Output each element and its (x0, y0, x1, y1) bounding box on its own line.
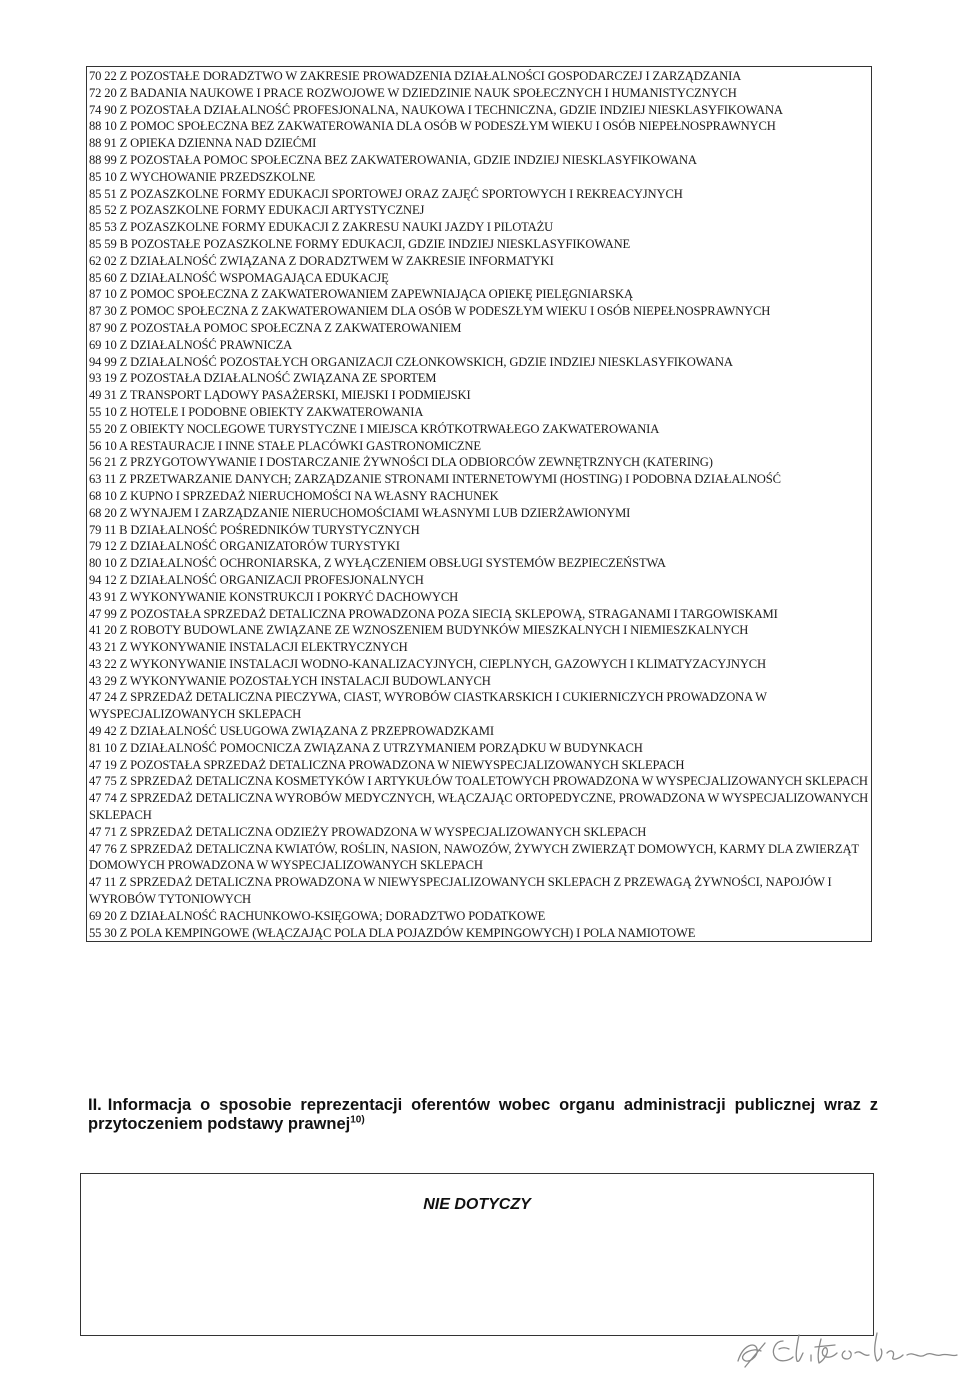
pkd-activity-item: 43 22 Z WYKONYWANIE INSTALACJI WODNO-KANALIZACYJNYCH, CIEPLNYCH, GAZOWYCH I KLIMATYZACYJNYCH (89, 656, 766, 671)
pkd-activity-item: 85 51 Z POZASZKOLNE FORMY EDUKACJI SPORTOWEJ ORAZ ZAJĘĆ SPORTOWYCH I REKREACYJNYCH (89, 186, 683, 201)
pkd-activity-item: 85 10 Z WYCHOWANIE PRZEDSZKOLNE (89, 169, 315, 184)
pkd-activity-box (86, 66, 872, 942)
footnote-marker: 10) (350, 1114, 365, 1126)
pkd-activity-item: 85 52 Z POZASZKOLNE FORMY EDUKACJI ARTYSTYCZNEJ (89, 203, 425, 218)
pkd-activity-item: 63 11 Z PRZETWARZANIE DANYCH; ZARZĄDZANIE STRONAMI INTERNETOWYMI (HOSTING) I PODOBNA DZIAŁALNOŚĆ (89, 472, 781, 487)
pkd-activity-item: 88 99 Z POZOSTAŁA POMOC SPOŁECZNA BEZ ZAKWATEROWANIA, GDZIE INDZIEJ NIESKLASYFIKOWANA (89, 152, 697, 167)
pkd-activity-item: 55 30 Z POLA KEMPINGOWE (WŁĄCZAJĄC POLA DLA POJAZDÓW KEMPINGOWYCH) I POLA NAMIOTOWE (89, 925, 696, 940)
pkd-activity-item: 55 10 Z HOTELE I PODOBNE OBIEKTY ZAKWATEROWANIA (89, 404, 424, 419)
pkd-activity-item: 81 10 Z DZIAŁALNOŚĆ POMOCNICZA ZWIĄZANA Z UTRZYMANIEM PORZĄDKU W BUDYNKACH (89, 740, 643, 755)
pkd-activity-item: 74 90 Z POZOSTAŁA DZIAŁALNOŚĆ PROFESJONALNA, NAUKOWA I TECHNICZNA, GDZIE INDZIEJ NIESKLASYFIKOWANA (89, 102, 783, 117)
pkd-activity-item: 94 99 Z DZIAŁALNOŚĆ POZOSTAŁYCH ORGANIZACJI CZŁONKOWSKICH, GDZIE INDZIEJ NIESKLASYFIKOWANA (89, 354, 733, 369)
pkd-activity-item: 47 11 Z SPRZEDAŻ DETALICZNA PROWADZONA W NIEWYSPECJALIZOWANYCH SKLEPACH Z PRZEWAGĄ ŻYWNOŚCI, NAPOJÓW I WYROBÓW TYTONIOWYCH (89, 875, 832, 907)
pkd-activity-item: 43 29 Z WYKONYWANIE POZOSTAŁYCH INSTALACJI BUDOWLANYCH (89, 673, 491, 688)
section-title: Informacja o sposobie reprezentacji oferentów wobec organu administracji publicznej wraz z przytoczeniem podstawy prawnej (88, 1096, 878, 1133)
pkd-activity-item: 49 42 Z DZIAŁALNOŚĆ USŁUGOWA ZWIĄZANA Z PRZEPROWADZKAMI (89, 724, 494, 739)
pkd-activity-item: 88 91 Z OPIEKA DZIENNA NAD DZIEĆMI (89, 136, 317, 151)
pkd-activity-item: 80 10 Z DZIAŁALNOŚĆ OCHRONIARSKA, Z WYŁĄCZENIEM OBSŁUGI SYSTEMÓW BEZPIECZEŃSTWA (89, 556, 666, 571)
pkd-activity-item: 87 10 Z POMOC SPOŁECZNA Z ZAKWATEROWANIEM ZAPEWNIAJĄCA OPIEKĘ PIELĘGNIARSKĄ (89, 287, 633, 302)
pkd-activity-item: 47 19 Z POZOSTAŁA SPRZEDAŻ DETALICZNA PROWADZONA W NIEWYSPECJALIZOWANYCH SKLEPACH (89, 757, 685, 772)
handwritten-signature (735, 1327, 960, 1375)
pkd-activity-item: 43 91 Z WYKONYWANIE KONSTRUKCJI I POKRYĆ DACHOWYCH (89, 589, 459, 604)
pkd-activity-item: 93 19 Z POZOSTAŁA DZIAŁALNOŚĆ ZWIĄZANA ZE SPORTEM (89, 371, 437, 386)
pkd-activity-item: 56 21 Z PRZYGOTOWYWANIE I DOSTARCZANIE ŻYWNOŚCI DLA ODBIORCÓW ZEWNĘTRZNYCH (KATERING) (89, 455, 713, 470)
pkd-activity-item: 47 71 Z SPRZEDAŻ DETALICZNA ODZIEŻY PROWADZONA W WYSPECJALIZOWANYCH SKLEPACH (89, 824, 647, 839)
pkd-activity-item: 87 90 Z POZOSTAŁA POMOC SPOŁECZNA Z ZAKWATEROWANIEM (89, 320, 462, 335)
pkd-activity-item: 68 10 Z KUPNO I SPRZEDAŻ NIERUCHOMOŚCI NA WŁASNY RACHUNEK (89, 488, 499, 503)
pkd-activity-item: 47 75 Z SPRZEDAŻ DETALICZNA KOSMETYKÓW I ARTYKUŁÓW TOALETOWYCH PROWADZONA W WYSPECJALIZOWANYCH SKLEPACH (89, 774, 868, 789)
pkd-activity-item: 41 20 Z ROBOTY BUDOWLANE ZWIĄZANE ZE WZNOSZENIEM BUDYNKÓW MIESZKALNYCH I NIEMIESZKALNYCH (89, 623, 749, 638)
pkd-activity-item: 69 20 Z DZIAŁALNOŚĆ RACHUNKOWO-KSIĘGOWA; DORADZTWO PODATKOWE (89, 908, 546, 923)
pkd-activity-item: 47 99 Z POZOSTAŁA SPRZEDAŻ DETALICZNA PROWADZONA POZA SIECIĄ SKLEPOWĄ, STRAGANAMI I TARGOWISKAMI (89, 606, 778, 621)
answer-text: NIE DOTYCZY (423, 1196, 531, 1213)
section-number: II. (88, 1096, 102, 1114)
pkd-activity-item: 69 10 Z DZIAŁALNOŚĆ PRAWNICZA (89, 337, 293, 352)
pkd-activity-item: 56 10 A RESTAURACJE I INNE STAŁE PLACÓWKI GASTRONOMICZNE (89, 438, 481, 453)
pkd-activity-item: 55 20 Z OBIEKTY NOCLEGOWE TURYSTYCZNE I MIEJSCA KRÓTKOTRWAŁEGO ZAKWATEROWANIA (89, 421, 660, 436)
pkd-activity-item: 47 74 Z SPRZEDAŻ DETALICZNA WYROBÓW MEDYCZNYCH, WŁĄCZAJĄC ORTOPEDYCZNE, PROWADZONA W WYSPECJALIZOWANYCH SKLEPACH (89, 791, 869, 823)
pkd-activity-list (87, 67, 871, 941)
pkd-activity-item: 47 76 Z SPRZEDAŻ DETALICZNA KWIATÓW, ROŚLIN, NASION, NAWOZÓW, ŻYWYCH ZWIERZĄT DOMOWYCH, KARMY DLA ZWIERZĄT DOMOWYCH PROWADZONA W WYSPECJALIZOWANYCH SKLEPACH (89, 841, 859, 873)
pkd-activity-item: 88 10 Z POMOC SPOŁECZNA BEZ ZAKWATEROWANIA DLA OSÓB W PODESZŁYM WIEKU I OSÓB NIEPEŁNOSPRAWNYCH (89, 119, 776, 134)
pkd-activity-item: 85 53 Z POZASZKOLNE FORMY EDUKACJI Z ZAKRESU NAUKI JAZDY I PILOTAŻU (89, 220, 554, 235)
answer-box (80, 1173, 874, 1336)
pkd-activity-item: 79 12 Z DZIAŁALNOŚĆ ORGANIZATORÓW TURYSTYKI (89, 539, 400, 554)
pkd-activity-item: 72 20 Z BADANIA NAUKOWE I PRACE ROZWOJOWE W DZIEDZINIE NAUK SPOŁECZNYCH I HUMANISTYCZNYCH (89, 85, 737, 100)
pkd-activity-item: 94 12 Z DZIAŁALNOŚĆ ORGANIZACJI PROFESJONALNYCH (89, 572, 424, 587)
pkd-activity-item: 85 60 Z DZIAŁALNOŚĆ WSPOMAGAJĄCA EDUKACJĘ (89, 270, 389, 285)
pkd-activity-item: 43 21 Z WYKONYWANIE INSTALACJI ELEKTRYCZNYCH (89, 640, 408, 655)
pkd-activity-item: 87 30 Z POMOC SPOŁECZNA Z ZAKWATEROWANIEM DLA OSÓB W PODESZŁYM WIEKU I OSÓB NIEPEŁNOSPRAWNYCH (89, 304, 771, 319)
pkd-activity-item: 85 59 B POZOSTAŁE POZASZKOLNE FORMY EDUKACJI, GDZIE INDZIEJ NIESKLASYFIKOWANE (89, 236, 631, 251)
pkd-activity-item: 49 31 Z TRANSPORT LĄDOWY PASAŻERSKI, MIEJSKI I PODMIEJSKI (89, 388, 471, 403)
pkd-activity-item: 79 11 B DZIAŁALNOŚĆ POŚREDNIKÓW TURYSTYCZNYCH (89, 522, 420, 537)
pkd-activity-item: 62 02 Z DZIAŁALNOŚĆ ZWIĄZANA Z DORADZTWEM W ZAKRESIE INFORMATYKI (89, 253, 554, 268)
section-heading (88, 1096, 878, 1134)
pkd-activity-item: 68 20 Z WYNAJEM I ZARZĄDZANIE NIERUCHOMOŚCIAMI WŁASNYMI LUB DZIERŻAWIONYMI (89, 505, 631, 520)
pkd-activity-item: 70 22 Z POZOSTAŁE DORADZTWO W ZAKRESIE PROWADZENIA DZIAŁALNOŚCI GOSPODARCZEJ I ZARZĄDZANIA (89, 69, 742, 83)
pkd-activity-item: 47 24 Z SPRZEDAŻ DETALICZNA PIECZYWA, CIAST, WYROBÓW CIASTKARSKICH I CUKIERNICZYCH PROWADZONA W WYSPECJALIZOWANYCH SKLEPACH (89, 690, 767, 722)
